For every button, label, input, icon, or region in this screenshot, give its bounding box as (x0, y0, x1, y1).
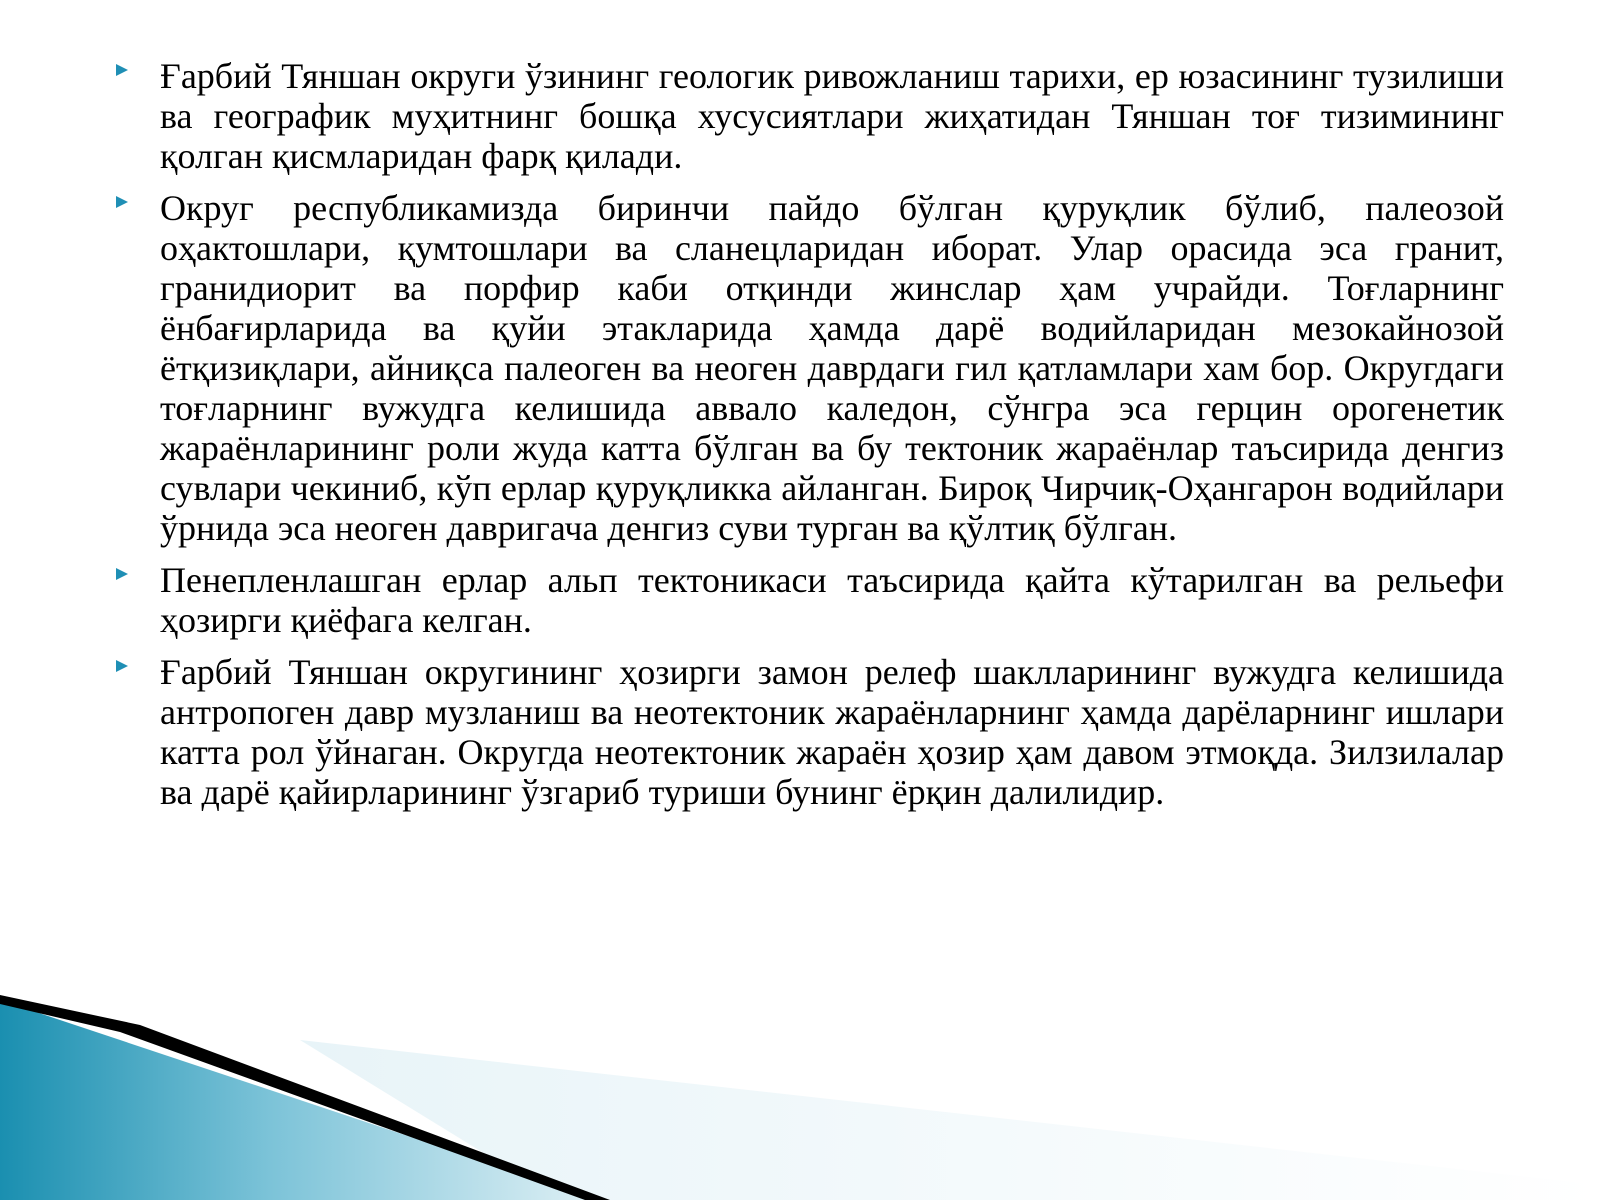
bullet-text: Округ республикамизда биринчи пайдо бўлган қуруқлик бўлиб, палеозой оҳактошлари, қумтошлари ва сланецларидан иборат. Улар орасида эса гранит, гранидиорит ва порфир каби отқинди жинслар ҳам учрайди. Тоғларнинг ёнбағирларида ва қуйи этакларида ҳамда дарё водийларидан мезокайнозой ётқизиқлари, айниқса палеоген ва неоген даврдаги гил қатламлари хам бор. Округдаги тоғларнинг вужудга келишида аввало каледон, сўнгра эса герцин орогенетик жараёнларининг роли жуда катта бўлган ва бу тектоник жараёнлар таъсирида денгиз сувлари чекиниб, кўп ерлар қуруқликка айланган. Бироқ Чирчиқ-Оҳангарон водийлари ўрнида эса неоген давригача денгиз суви турган ва қўлтиқ бўлган. (160, 188, 1504, 548)
bullet-arrow-icon (116, 660, 128, 672)
bullet-text: Пенепленлашган ерлар альп тектоникаси таъсирида қайта кўтарилган ва рельефи ҳозирги қиёфага келган. (160, 560, 1504, 640)
bullet-arrow-icon (116, 196, 128, 208)
bullet-item (116, 560, 1504, 640)
bullet-item (116, 652, 1504, 812)
bullet-item (116, 56, 1504, 176)
bullet-arrow-icon (116, 568, 128, 580)
bullet-text: Ғарбий Тяншан округи ўзининг геологик ривожланиш тарихи, ер юзасининг тузилиши ва географик муҳитнинг бошқа хусусиятлари жиҳатидан Тяншан тоғ тизимининг қолган қисмларидан фарқ қилади. (160, 56, 1504, 176)
bullet-item (116, 188, 1504, 548)
bullet-text: Ғарбий Тяншан округининг ҳозирги замон релеф шаклларининг вужудга келишида антропоген давр музланиш ва неотектоник жараёнларнинг ҳамда дарёларнинг ишлари катта рол ўйнаган. Округда неотектоник жараён ҳозир ҳам давом этмоқда. Зилзилалар ва дарё қайирларининг ўзгариб туриши бунинг ёрқин далилидир. (160, 652, 1504, 812)
bullet-list (116, 56, 1504, 824)
bullet-arrow-icon (116, 64, 128, 76)
